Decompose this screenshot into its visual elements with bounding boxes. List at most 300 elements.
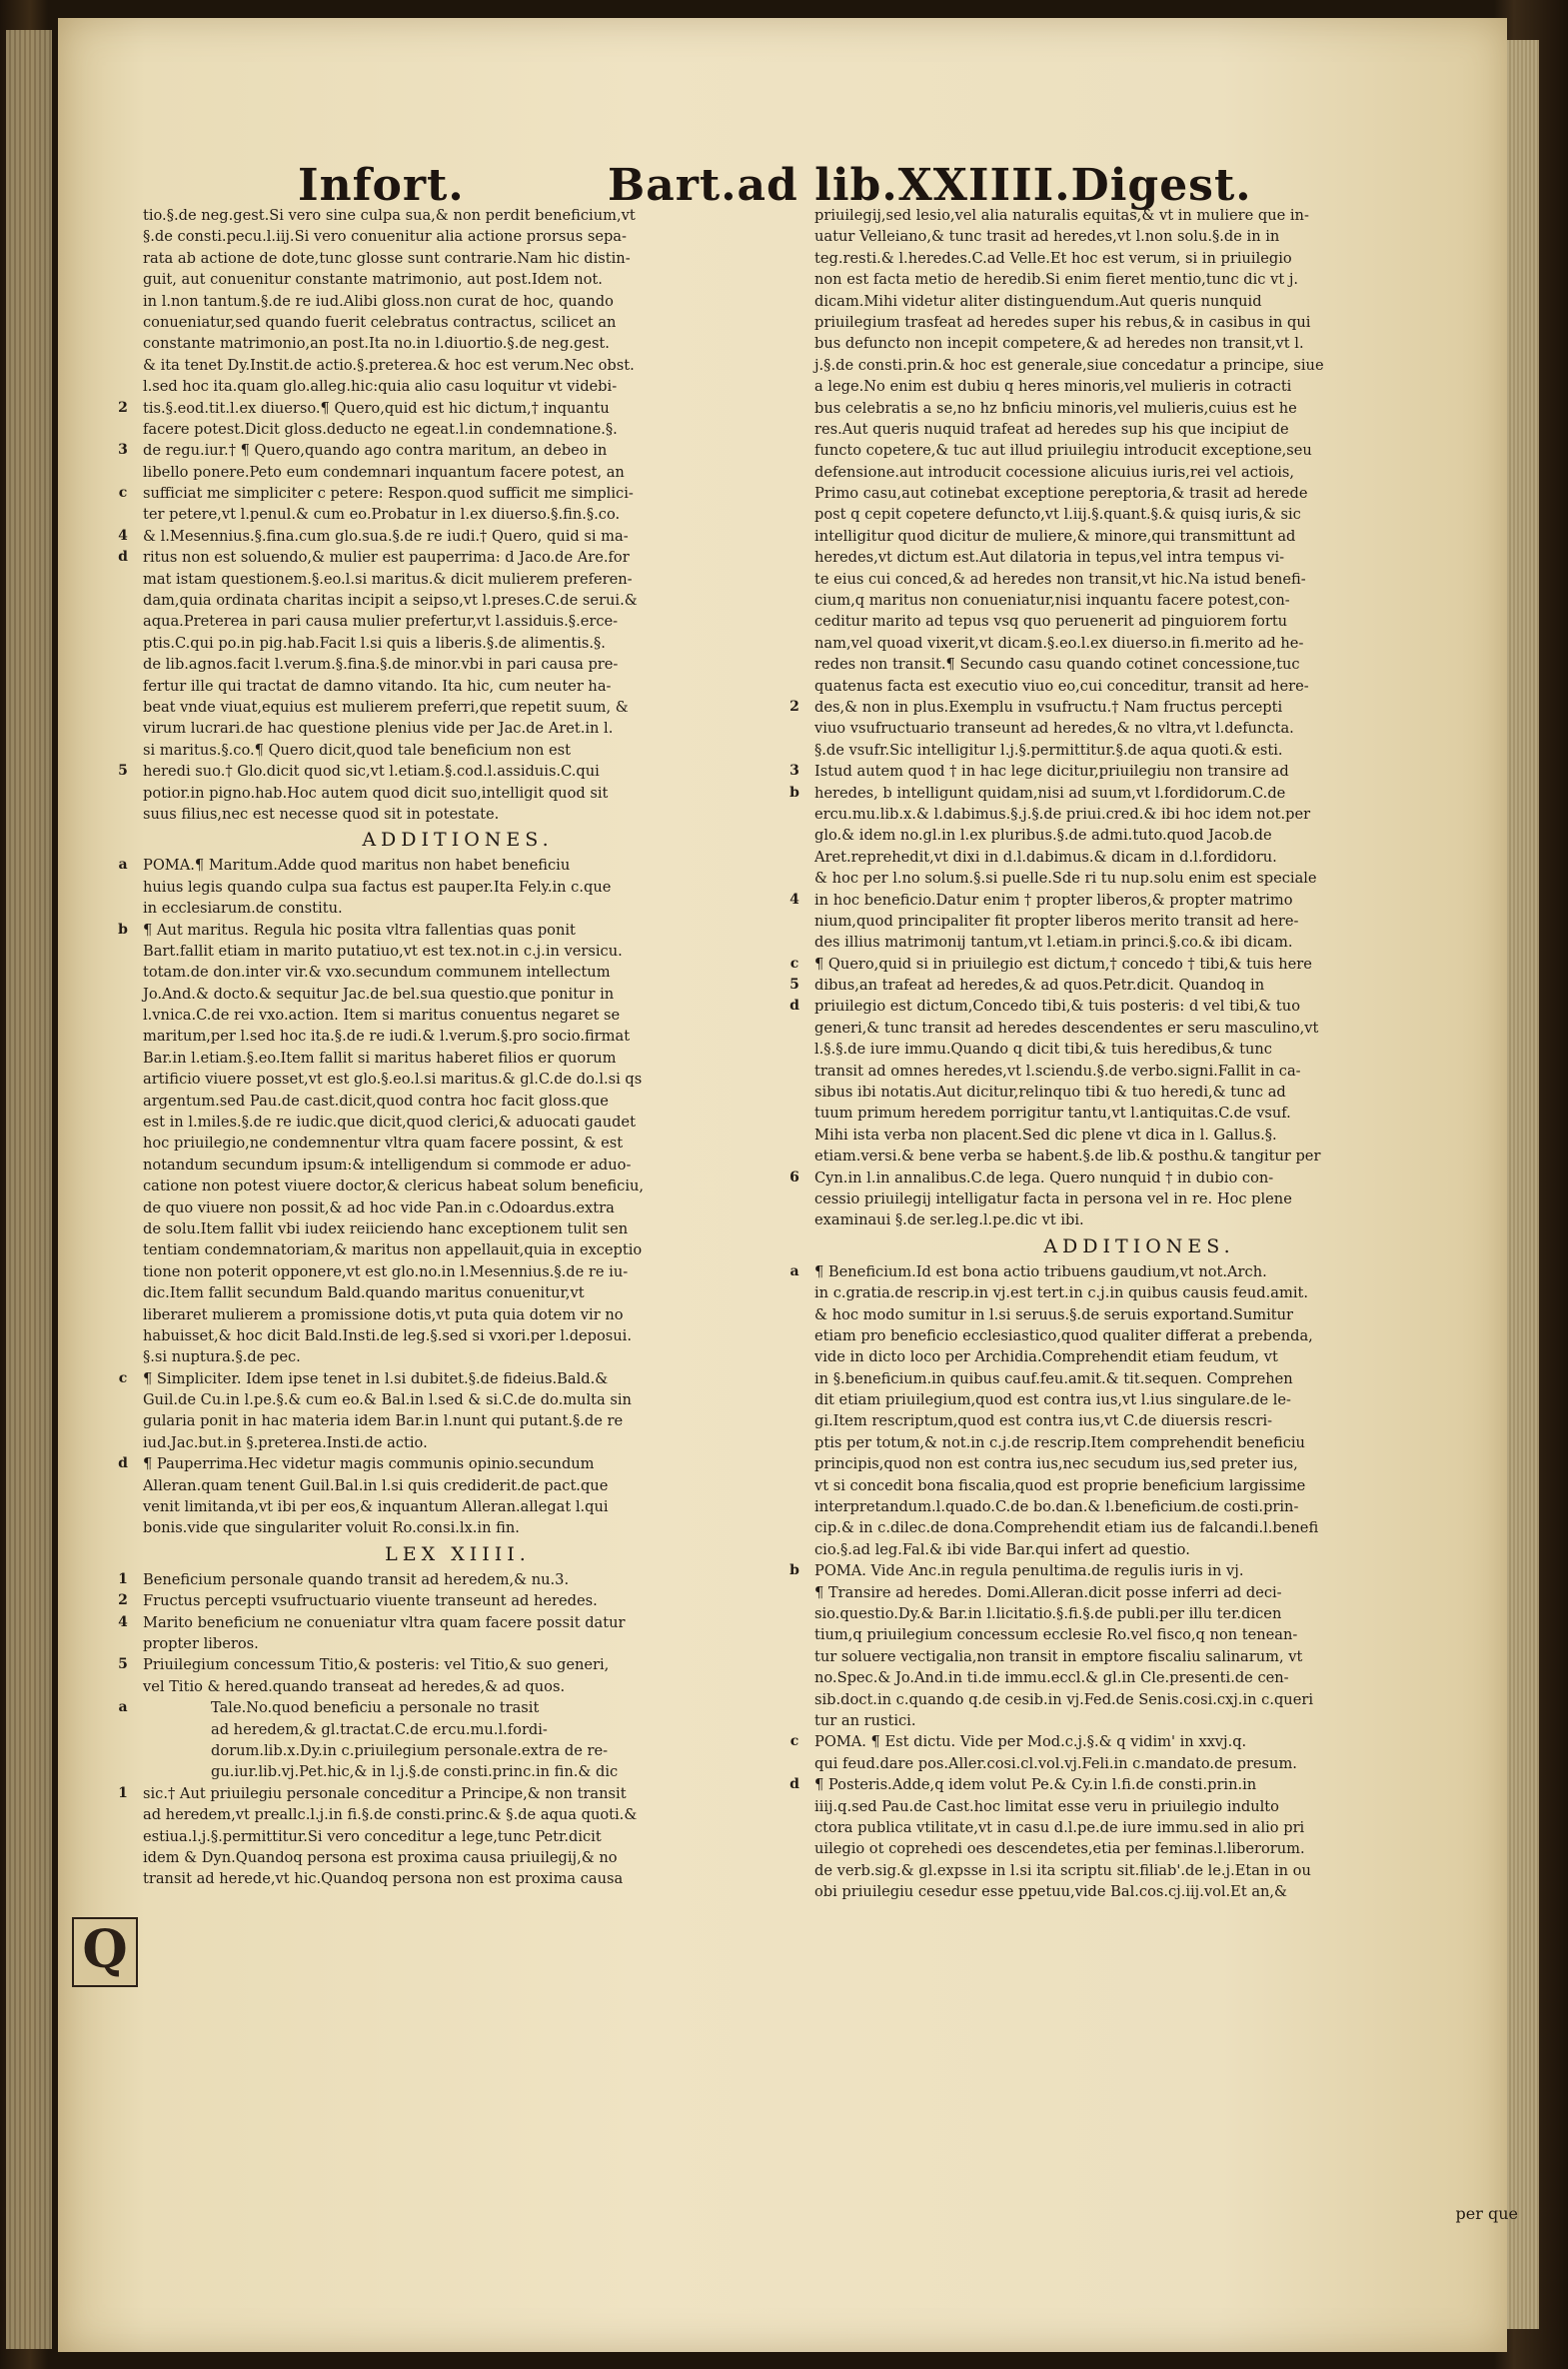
commentary-line: [143, 1740, 773, 1761]
addition-line: [143, 898, 773, 919]
additiones-heading: ADDITIONES.: [1043, 1234, 1235, 1257]
commentary-line: [814, 483, 1464, 504]
text-line: & hoc modo sumitur in l.si seruus.§.de seruis exportand.Sumitur: [814, 1305, 1294, 1323]
text-line: ¶ Quero,quid si in priuilegio est dictum,† concedo † tibi,& tuis here: [814, 955, 1312, 973]
text-line: Aret.reprehedit,vt dixi in d.l.dabimus.& dicam in d.l.fordidoru.: [814, 848, 1277, 866]
text-line: l.§.§.de iure immu.Quando q dicit tibi,& tuis heredibus,& tunc: [814, 1041, 1272, 1059]
addition-line: [814, 1368, 1464, 1389]
addition-line: [814, 1838, 1464, 1859]
margin-marker: 5: [118, 763, 128, 780]
commentary-line: [143, 504, 773, 525]
commentary-line: [143, 269, 773, 290]
commentary-line: [814, 1209, 1464, 1230]
header-right: Bart.ad lib.XXIIII.Digest.: [608, 160, 1252, 211]
margin-marker: 3: [789, 763, 799, 780]
commentary-line: [814, 676, 1464, 697]
commentary-line: [814, 911, 1464, 932]
text-line: habuisset,& hoc dicit Bald.Insti.de leg.§.sed si vxori.per l.deposui.: [143, 1326, 632, 1344]
text-line: transit ad herede,vt hic.Quandoq persona non est proxima causa: [143, 1870, 624, 1888]
summary-line: [143, 1633, 773, 1654]
text-line: propter liberos.: [143, 1635, 259, 1652]
addition-line: [143, 1239, 773, 1260]
text-line: principis,quod non est contra ius,nec secudum ius,sed preter ius,: [814, 1455, 1298, 1473]
text-line: uilegio ot coprehedi oes descendetes,etia per feminas.l.liberorum.: [814, 1840, 1305, 1858]
margin-marker: 5: [118, 1656, 128, 1673]
margin-marker: c: [789, 1733, 799, 1750]
text-line: ¶ Posteris.Adde,q idem volut Pe.& Cy.in l.fi.de consti.prin.in: [814, 1776, 1257, 1794]
summary-line: [118, 1569, 773, 1590]
text-line: POMA. Vide Anc.in regula penultima.de regulis iuris in vj.: [814, 1562, 1244, 1580]
text-line: j.§.de consti.prin.& hoc est generale,siue concedatur a principe, siue: [814, 356, 1324, 374]
addition-line: [814, 1410, 1464, 1431]
commentary-line: [143, 376, 773, 397]
commentary-line: [143, 654, 773, 675]
addition-line: [143, 1475, 773, 1496]
text-line: huius legis quando culpa sua factus est pauper.Ita Fely.in c.que: [143, 878, 612, 896]
text-line: functo copetere,& tuc aut illud priuilegiu introducit exceptione,seu: [814, 442, 1312, 460]
addition-line: [143, 1133, 773, 1154]
addition-line: [814, 1689, 1464, 1710]
commentary-line: [814, 419, 1464, 440]
addition-line: [143, 1282, 773, 1303]
margin-marker: 5: [789, 977, 799, 994]
text-line: Beneficium personale quando transit ad heredem,& nu.3.: [143, 1570, 570, 1588]
text-line: beat vnde viuat,equius est mulierem preferri,que repetit suum, &: [143, 698, 629, 716]
text-line: glo.& idem no.gl.in l.ex pluribus.§.de admi.tuto.quod Jacob.de: [814, 827, 1272, 845]
addition-line: [143, 1304, 773, 1325]
commentary-line: [118, 1783, 773, 1804]
addition-line: [789, 1261, 1464, 1282]
addition-line: [814, 1517, 1464, 1538]
commentary-line: [143, 1719, 773, 1740]
margin-marker: d: [118, 1455, 128, 1472]
text-line: constante matrimonio,an post.Ita no.in l.diuortio.§.de neg.gest.: [143, 335, 610, 353]
text-line: ceditur marito ad tepus vsq quo peruenerit ad pinguiorem fortu: [814, 613, 1288, 631]
addition-line: [143, 984, 773, 1005]
commentary-line: [814, 440, 1464, 461]
text-line: te eius cui conced,& ad heredes non transit,vt hic.Na istud benefi-: [814, 570, 1306, 588]
text-line: sufficiat me simpliciter c petere: Respon.quod sufficit me simplici-: [143, 485, 634, 503]
margin-marker: c: [118, 1369, 128, 1386]
text-line: ¶ Simpliciter. Idem ipse tenet in l.si dubitet.§.de fideius.Bald.&: [143, 1369, 609, 1387]
text-line: ptis.C.qui po.in pig.hab.Facit l.si quis a liberis.§.de alimentis.§.: [143, 634, 606, 652]
margin-marker: b: [789, 1562, 799, 1579]
text-line: iud.Jac.but.in §.preterea.Insti.de actio.: [143, 1433, 428, 1451]
text-line: in ecclesiarum.de constitu.: [143, 900, 343, 918]
text-line: guit, aut conuenitur constante matrimonio, aut post.Idem not.: [143, 271, 603, 289]
text-line: uatur Velleiano,& tunc trasit ad heredes,vt l.non solu.§.de in in: [814, 228, 1280, 246]
text-line: bonis.vide que singulariter voluit Ro.consi.lx.in fin.: [143, 1519, 520, 1537]
text-line: cio.§.ad leg.Fal.& ibi vide Bar.qui infert ad questio.: [814, 1540, 1190, 1558]
commentary-line: [814, 355, 1464, 376]
margin-marker: d: [789, 998, 799, 1015]
commentary-line: [143, 633, 773, 654]
text-line: POMA. ¶ Est dictu. Vide per Mod.c.j.§.& q vidim' in xxvj.q.: [814, 1733, 1247, 1751]
summary-line: [143, 1676, 773, 1697]
text-line: libello ponere.Peto eum condemnari inquantum facere potest, an: [143, 463, 625, 481]
margin-marker: 4: [789, 891, 799, 908]
commentary-line: [814, 526, 1464, 547]
commentary-line: [143, 205, 773, 226]
margin-marker: 2: [118, 1592, 128, 1609]
commentary-line: [143, 1804, 773, 1825]
text-line: sic.† Aut priuilegiu personale conceditur a Principe,& non transit: [143, 1784, 627, 1802]
text-line: §.de vsufr.Sic intelligitur l.j.§.permittitur.§.de aqua quoti.& esti.: [814, 741, 1283, 759]
margin-marker: d: [118, 549, 128, 566]
text-line: ercu.mu.lib.x.& l.dabimus.§.j.§.de priui.cred.& ibi hoc idem not.per: [814, 805, 1311, 823]
addition-line: [143, 877, 773, 898]
text-line: l.sed hoc ita.quam glo.alleg.hic:quia alio casu loquitur vt videbi-: [143, 378, 618, 396]
text-line: no.Spec.& Jo.And.in ti.de immu.eccl.& gl.in Cle.presenti.de cen-: [814, 1669, 1289, 1687]
commentary-line: [814, 226, 1464, 247]
addition-line: [118, 855, 773, 876]
commentary-line: [814, 590, 1464, 611]
margin-marker: b: [789, 784, 799, 801]
header-left: Infort.: [298, 160, 465, 211]
summary-line: [118, 1612, 773, 1633]
text-line: catione non potest viuere doctor,& clericus habeat solum beneficiu,: [143, 1178, 645, 1195]
commentary-line: [143, 804, 773, 825]
addition-line: [143, 1346, 773, 1367]
text-line: Bart.fallit etiam in marito putatiuo,vt est tex.not.in c.j.in versicu.: [143, 942, 623, 960]
addition-line: [143, 941, 773, 962]
commentary-line: [814, 1103, 1464, 1124]
commentary-line: [118, 547, 773, 568]
addition-line: [118, 1453, 773, 1474]
text-line: heredes,vt dictum est.Aut dilatoria in tepus,vel intra tempus vi-: [814, 549, 1285, 567]
text-line: non est facta metio de heredib.Si enim fieret mentio,tunc dic vt j.: [814, 271, 1299, 289]
text-line: Primo casu,aut cotinebat exceptione pereptoria,& trasit ad herede: [814, 485, 1308, 503]
commentary-line: [789, 996, 1464, 1017]
text-line: cessio priuilegij intelligatur facta in persona vel in re. Hoc plene: [814, 1189, 1292, 1207]
margin-marker: a: [118, 1699, 128, 1716]
text-line: gu.iur.lib.vj.Pet.hic,& in l.j.§.de consti.princ.in fin.& dic: [211, 1763, 619, 1781]
commentary-line: [814, 333, 1464, 354]
addition-line: [814, 1282, 1464, 1303]
text-line: dorum.lib.x.Dy.in c.priuilegium personale.extra de re-: [211, 1741, 609, 1759]
addition-line: [814, 1325, 1464, 1346]
addition-line: [143, 1069, 773, 1090]
addition-line: [814, 1304, 1464, 1325]
commentary-line: [814, 205, 1464, 226]
text-line: est in l.miles.§.de re iudic.que dicit,quod clerici,& aduocati gaudet: [143, 1114, 636, 1132]
addition-line: [789, 1774, 1464, 1795]
text-line: tium,q priuilegium concessum ecclesie Ro.vel fisco,q non tenean-: [814, 1626, 1298, 1644]
commentary-line: [814, 868, 1464, 889]
margin-marker: d: [789, 1776, 799, 1793]
text-line: de quo viuere non possit,& ad hoc vide Pan.in c.Odoardus.extra: [143, 1198, 615, 1216]
text-line: intelligitur quod dicitur de muliere,& minore,qui transmittunt ad: [814, 527, 1296, 545]
text-line: vt si concedit bona fiscalia,quod est proprie beneficium largissime: [814, 1476, 1306, 1494]
margin-marker: c: [118, 485, 128, 502]
commentary-line: [814, 462, 1464, 483]
addition-line: [814, 1603, 1464, 1624]
commentary-line: [814, 547, 1464, 568]
commentary-line: [814, 804, 1464, 825]
text-line: bus celebratis a se,no hz bnficiu minoris,vel mulieris,cuius est he: [814, 399, 1297, 417]
commentary-line: [814, 376, 1464, 397]
commentary-line: [143, 291, 773, 312]
margin-marker: 4: [118, 527, 128, 544]
text-line: si maritus.§.co.¶ Quero dicit,quod tale beneficium non est: [143, 741, 572, 759]
text-line: generi,& tunc transit ad heredes descendentes er seru masculino,vt: [814, 1019, 1319, 1037]
addition-line: [143, 1112, 773, 1133]
commentary-line: [143, 1847, 773, 1868]
text-line: virum lucrari.de hac questione plenius vide per Jac.de Aret.in l.: [143, 720, 614, 738]
commentary-line: [118, 483, 773, 504]
text-line: conueniatur,sed quando fuerit celebratus contractus, scilicet an: [143, 313, 617, 331]
text-line: hoc priuilegio,ne condemnentur vltra quam facere possint, & est: [143, 1135, 624, 1153]
commentary-line: [814, 740, 1464, 761]
text-line: potior.in pigno.hab.Hoc autem quod dicit suo,intelligit quod sit: [143, 784, 609, 802]
text-line: viuo vsufructuario transeunt ad heredes,& no vltra,vt l.defuncta.: [814, 720, 1294, 738]
commentary-line: [143, 697, 773, 718]
text-line: Fructus percepti vsufructuario viuente transeunt ad heredes.: [143, 1592, 598, 1610]
commentary-line: [143, 676, 773, 697]
text-line: dibus,an trafeat ad heredes,& ad quos.Petr.dicit. Quandoq in: [814, 977, 1265, 995]
text-line: priuilegium trasfeat ad heredes super his rebus,& in casibus in qui: [814, 313, 1311, 331]
text-line: res.Aut queris nuquid trafeat ad heredes sup his que incipiut de: [814, 420, 1289, 438]
commentary-line: [143, 1826, 773, 1847]
text-line: dicam.Mihi videtur aliter distinguendum.Aut queris nunquid: [814, 292, 1262, 310]
text-line: tis.§.eod.tit.l.ex diuerso.¶ Quero,quid est hic dictum,† inquantu: [143, 399, 610, 417]
commentary-line: [143, 590, 773, 611]
margin-marker: 3: [118, 442, 128, 459]
commentary-line: [118, 761, 773, 782]
addition-line: [814, 1624, 1464, 1645]
text-line: dit etiam priuilegium,quod est contra ius,vt l.ius singulare.de le-: [814, 1391, 1291, 1409]
text-line: nam,vel quoad vixerit,vt dicam.§.eo.l.ex diuerso.in fi.merito ad he-: [814, 634, 1304, 652]
text-line: quatenus facta est executio viuo eo,cui conceditur, transit ad here-: [814, 677, 1309, 695]
text-line: defensione.aut introducit cocessione alicuius iuris,rei vel actiois,: [814, 463, 1295, 481]
text-line: §.de consti.pecu.l.iij.Si vero conuenitur alia actione prorsus sepa-: [143, 228, 627, 246]
commentary-line: [814, 1039, 1464, 1060]
margin-marker: 2: [789, 698, 799, 715]
addition-line: [814, 1667, 1464, 1688]
addition-line: [143, 1432, 773, 1453]
addition-line: [814, 1881, 1464, 1902]
margin-marker: a: [118, 857, 128, 874]
left-column: [118, 205, 773, 1890]
text-line: Guil.de Cu.in l.pe.§.& cum eo.& Bal.in l.sed & si.C.de do.multa sin: [143, 1391, 632, 1409]
commentary-line: [789, 697, 1464, 718]
text-line: totam.de don.inter vir.& vxo.secundum communem intellectum: [143, 964, 611, 982]
margin-marker: 6: [789, 1169, 799, 1185]
text-line: des,& non in plus.Exemplu in vsufructu.† Nam fructus percepti: [814, 698, 1283, 716]
commentary-line: [118, 440, 773, 461]
margin-marker: b: [118, 921, 128, 938]
commentary-line: [814, 825, 1464, 846]
text-line: vide in dicto loco per Archidia.Comprehendit etiam feudum, vt: [814, 1348, 1278, 1366]
addition-line: [814, 1710, 1464, 1731]
addition-line: [814, 1539, 1464, 1560]
text-line: sib.doct.in c.quando q.de cesib.in vj.Fed.de Senis.cosi.cxj.in c.queri: [814, 1690, 1313, 1708]
commentary-line: [814, 633, 1464, 654]
commentary-line: [118, 1697, 773, 1718]
commentary-line: [789, 783, 1464, 804]
text-line: facere potest.Dicit gloss.deducto ne egeat.l.in condemnatione.§.: [143, 420, 618, 438]
text-line: mat istam questionem.§.eo.l.si maritus.& dicit mulierem preferen-: [143, 570, 633, 588]
text-line: venit limitanda,vt ibi per eos,& inquantum Alleran.allegat l.qui: [143, 1498, 609, 1516]
text-line: §.si nuptura.§.de pec.: [143, 1348, 301, 1366]
text-line: interpretandum.l.quado.C.de bo.dan.& l.beneficium.de costi.prin-: [814, 1498, 1299, 1516]
text-line: de lib.agnos.facit l.verum.§.fina.§.de minor.vbi in pari causa pre-: [143, 656, 619, 674]
addition-line: [118, 920, 773, 941]
addition-line: [143, 962, 773, 983]
commentary-line: [789, 1168, 1464, 1188]
text-line: aqua.Preterea in pari causa mulier prefertur,vt l.assiduis.§.erce-: [143, 613, 619, 631]
text-line: teg.resti.& l.heredes.C.ad Velle.Et hoc est verum, si in priuilegio: [814, 249, 1292, 267]
text-line: in c.gratia.de rescrip.in vj.est tert.in c.j.in quibus causis feud.amit.: [814, 1284, 1308, 1302]
margin-marker: 1: [118, 1570, 128, 1587]
right-column: [789, 205, 1464, 1902]
addition-line: [143, 1261, 773, 1282]
text-line: Jo.And.& docto.& sequitur Jac.de bel.sua questio.que ponitur in: [143, 985, 615, 1003]
text-line: Alleran.quam tenent Guil.Bal.in l.si quis crediderit.de pact.que: [143, 1476, 609, 1494]
commentary-line: [814, 654, 1464, 675]
addition-line: [814, 1346, 1464, 1367]
commentary-line: [118, 398, 773, 419]
text-line: tentiam condemnatoriam,& maritus non appellauit,quia in exceptio: [143, 1241, 643, 1259]
addition-line: [814, 1860, 1464, 1881]
commentary-line: [814, 932, 1464, 953]
text-line: cip.& in c.dilec.de dona.Comprehendit etiam ius de falcandi.l.benefi: [814, 1519, 1319, 1537]
commentary-line: [814, 1188, 1464, 1209]
text-line: de solu.Item fallit vbi iudex reiiciendo hanc exceptionem tulit sen: [143, 1219, 629, 1237]
addition-line: [789, 1731, 1464, 1752]
lex-heading: LEX XIIII.: [385, 1542, 531, 1565]
text-line: cium,q maritus non conueniatur,nisi inquantu facere potest,con-: [814, 592, 1290, 610]
text-line: rata ab actione de dote,tunc glosse sunt contrarie.Nam hic distin-: [143, 249, 631, 267]
commentary-line: [814, 291, 1464, 312]
text-line: obi priuilegiu cesedur esse ppetuu,vide Bal.cos.cj.iij.vol.Et an,&: [814, 1883, 1288, 1901]
margin-marker: 1: [118, 1784, 128, 1801]
commentary-line: [143, 740, 773, 761]
text-line: ritus non est soluendo,& mulier est pauperrima: d Jaco.de Are.for: [143, 549, 630, 567]
addition-line: [118, 1368, 773, 1389]
text-line: Istud autem quod † in hac lege dicitur,priuilegiu non transire ad: [814, 763, 1289, 781]
text-line: gi.Item rescriptum,quod est contra ius,vt C.de diuersis rescri-: [814, 1412, 1273, 1430]
addition-line: [143, 1197, 773, 1218]
addition-line: [814, 1496, 1464, 1517]
commentary-line: [143, 312, 773, 333]
commentary-line: [814, 1125, 1464, 1146]
commentary-line: [814, 269, 1464, 290]
commentary-line: [789, 761, 1464, 782]
text-line: de regu.iur.† ¶ Quero,quando ago contra maritum, an debeo in: [143, 442, 608, 460]
text-line: Cyn.in l.in annalibus.C.de lega. Quero nunquid † in dubio con-: [814, 1169, 1274, 1186]
addition-line: [143, 1389, 773, 1410]
text-line: tio.§.de neg.gest.Si vero sine culpa sua,& non perdit beneficium,vt: [143, 207, 636, 224]
addition-line: [143, 1496, 773, 1517]
text-line: tur soluere vectigalia,non transit in emptore fiscaliu salinarum, vt: [814, 1647, 1303, 1665]
addition-line: [143, 1005, 773, 1026]
commentary-line: [814, 504, 1464, 525]
margin-marker: c: [789, 955, 799, 972]
text-line: in hoc beneficio.Datur enim † propter liberos,& propter matrimo: [814, 891, 1293, 909]
commentary-line: [814, 312, 1464, 333]
text-line: priuilegio est dictum,Concedo tibi,& tuis posteris: d vel tibi,& tuo: [814, 998, 1300, 1016]
text-line: Bar.in l.etiam.§.eo.Item fallit si maritus haberet filios er quorum: [143, 1049, 617, 1067]
text-line: ¶ Aut maritus. Regula hic posita vltra fallentias quas ponit: [143, 921, 576, 939]
text-line: post q cepit copetere defuncto,vt l.iij.§.quant.§.& quisq iuris,& sic: [814, 506, 1301, 524]
additiones-heading: ADDITIONES.: [362, 829, 554, 852]
text-line: argentum.sed Pau.de cast.dicit,quod contra hoc facit gloss.que: [143, 1092, 609, 1110]
text-line: ¶ Pauperrima.Hec videtur magis communis opinio.secundum: [143, 1455, 595, 1473]
margin-marker: 2: [118, 399, 128, 416]
text-line: tuum primum heredem porrigitur tantu,vt l.antiquitas.C.de vsuf.: [814, 1105, 1291, 1123]
text-line: & ita tenet Dy.Instit.de actio.§.preterea.& hoc est verum.Nec obst.: [143, 356, 635, 374]
text-line: sibus ibi notatis.Aut dicitur,relinquo tibi & tuo heredi,& tunc ad: [814, 1084, 1286, 1102]
commentary-line: [814, 1061, 1464, 1082]
commentary-line: [143, 569, 773, 590]
commentary-line: [814, 248, 1464, 269]
text-line: dam,quia ordinata charitas incipit a seipso,vt l.preses.C.de serui.&: [143, 592, 638, 610]
text-line: ctora publica vtilitate,vt in casu d.l.pe.de iure immu.sed in alio pri: [814, 1818, 1305, 1836]
addition-line: [814, 1582, 1464, 1603]
text-line: fertur ille qui tractat de damno vitando. Ita hic, cum neuter ha-: [143, 677, 612, 695]
text-line: vel Titio & hered.quando transeat ad heredes,& ad quos.: [143, 1677, 566, 1695]
catchword: per que: [1455, 2204, 1518, 2223]
text-line: des illius matrimonij tantum,vt l.etiam.in princi.§.co.& ibi dicam.: [814, 934, 1293, 952]
text-line: Mihi ista verba non placent.Sed dic plene vt dica in l. Gallus.§.: [814, 1126, 1277, 1144]
addition-line: [143, 1176, 773, 1196]
text-line: estiua.l.j.§.permittitur.Si vero conceditur a lege,tunc Petr.dicit: [143, 1827, 602, 1845]
text-line: redes non transit.¶ Secundo casu quando cotinet concessione,tuc: [814, 656, 1300, 674]
text-line: ad heredem,vt preallc.l.j.in fi.§.de consti.princ.& §.de aqua quoti.&: [143, 1806, 638, 1824]
summary-line: [118, 1590, 773, 1611]
addition-line: [814, 1646, 1464, 1667]
text-line: ¶ Transire ad heredes. Domi.Alleran.dicit posse inferri ad deci-: [814, 1583, 1282, 1601]
fore-edge: [6, 30, 52, 2349]
text-line: idem & Dyn.Quandoq persona est proxima causa priuilegij,& no: [143, 1848, 618, 1866]
addition-line: [143, 1155, 773, 1176]
text-line: nium,quod principaliter fit propter liberos merito transit ad here-: [814, 912, 1299, 930]
addition-line: [143, 1048, 773, 1069]
commentary-line: [118, 526, 773, 547]
addition-line: [814, 1453, 1464, 1474]
addition-line: [814, 1432, 1464, 1453]
addition-line: [143, 1091, 773, 1112]
commentary-line: [814, 569, 1464, 590]
addition-line: [143, 1218, 773, 1239]
addition-line: [789, 1560, 1464, 1581]
margin-marker: 4: [118, 1613, 128, 1630]
commentary-line: [789, 975, 1464, 996]
addition-line: [814, 1796, 1464, 1817]
text-line: & l.Mesennius.§.fina.cum glo.sua.§.de re iudi.† Quero, quid si ma-: [143, 527, 629, 545]
commentary-line: [814, 611, 1464, 632]
addition-line: [814, 1817, 1464, 1838]
text-line: de verb.sig.& gl.expsse in l.si ita scriptu sit.filiab'.de le.j.Etan in ou: [814, 1861, 1311, 1879]
text-line: etiam pro beneficio ecclesiastico,quod qualiter differat a prebenda,: [814, 1326, 1313, 1344]
text-line: heredes, b intelligunt quidam,nisi ad suum,vt l.fordidorum.C.de: [814, 784, 1286, 802]
commentary-line: [814, 398, 1464, 419]
text-line: sio.questio.Dy.& Bar.in l.licitatio.§.fi.§.de publi.per illu ter.dicen: [814, 1605, 1282, 1622]
text-line: suus filius,nec est necesse quod sit in potestate.: [143, 805, 500, 823]
commentary-line: [143, 1761, 773, 1782]
text-line: maritum,per l.sed hoc ita.§.de re iudi.& l.verum.§.pro socio.firmat: [143, 1028, 631, 1046]
text-line: bus defuncto non incepit competere,& ad heredes non transit,vt l.: [814, 335, 1304, 353]
commentary-line: [814, 1082, 1464, 1103]
text-line: qui feud.dare pos.Aller.cosi.cl.vol.vj.Feli.in c.mandato.de presum.: [814, 1754, 1297, 1772]
commentary-line: [789, 890, 1464, 911]
text-line: Marito beneficium ne conueniatur vltra quam facere possit datur: [143, 1613, 626, 1631]
text-line: tur an rustici.: [814, 1711, 916, 1729]
text-line: a lege.No enim est dubiu q heres minoris,vel mulieris in cotracti: [814, 378, 1292, 396]
commentary-line: [143, 1868, 773, 1889]
commentary-line: [143, 419, 773, 440]
